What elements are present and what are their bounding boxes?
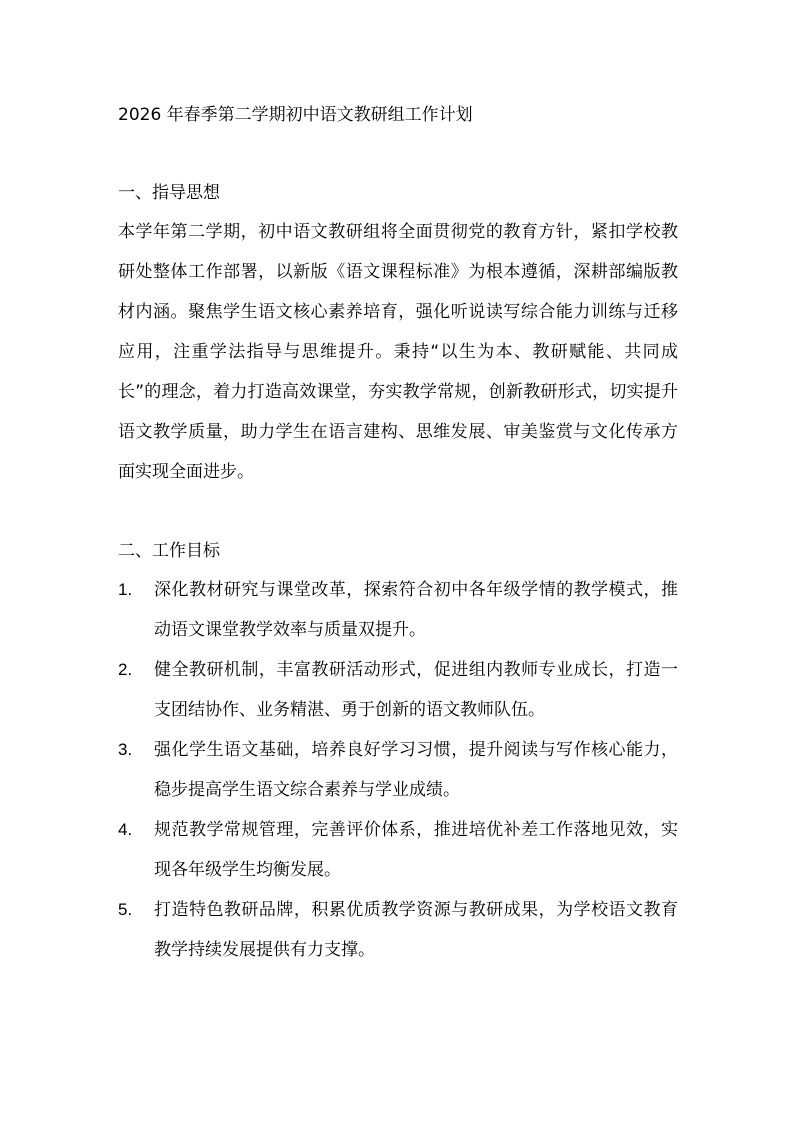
goal-number: 1.: [118, 580, 133, 599]
section-heading: 二、工作目标: [118, 541, 220, 561]
goal-item: [118, 890, 678, 970]
document-body: [118, 100, 678, 1014]
goal-item: [118, 730, 678, 810]
section-heading: 一、指导思想: [118, 183, 220, 203]
goal-list: [118, 570, 678, 970]
goal-item: [118, 570, 678, 650]
goal-text: 深化教材研究与课堂改革，探索符合初中各年级学情的教学模式，推动语文课堂教学效率与质量双提升。: [154, 580, 678, 640]
goal-item: [118, 650, 678, 730]
goal-item: [118, 810, 678, 890]
goal-number: 4.: [118, 820, 133, 839]
section-work-goals: [118, 536, 678, 970]
goal-text: 强化学生语文基础，培养良好学习习惯，提升阅读与写作核心能力，稳步提高学生语文综合素养与学业成绩。: [154, 740, 678, 800]
goal-text: 规范教学常规管理，完善评价体系，推进培优补差工作落地见效，实现各年级学生均衡发展。: [154, 820, 678, 880]
section-guiding-ideology: [118, 178, 678, 492]
document-title: 2026 年春季第二学期初中语文教研组工作计划: [118, 105, 473, 125]
section-paragraph: 本学年第二学期，初中语文教研组将全面贯彻党的教育方针，紧扣学校教研处整体工作部署，以新版《语文课程标准》为根本遵循，深耕部编版教材内涵。聚焦学生语文核心素养培育，强化听说读写综合能力训练与迁移应用，注重学法指导与思维提升。秉持“以生为本、教研赋能、共同成长”的理念，着力打造高效课堂，夯实教学常规，创新教研形式，切实提升语文教学质量，助力学生在语言建构、思维发展、审美鉴赏与文化传承方面实现全面进步。: [118, 222, 678, 482]
goal-number: 5.: [118, 900, 133, 919]
goal-text: 健全教研机制，丰富教研活动形式，促进组内教师专业成长，打造一支团结协作、业务精湛、勇于创新的语文教师队伍。: [154, 660, 678, 720]
goal-text: 打造特色教研品牌，积累优质教学资源与教研成果，为学校语文教育教学持续发展提供有力支撑。: [154, 900, 678, 960]
goal-number: 2.: [118, 660, 133, 679]
goal-number: 3.: [118, 740, 133, 759]
